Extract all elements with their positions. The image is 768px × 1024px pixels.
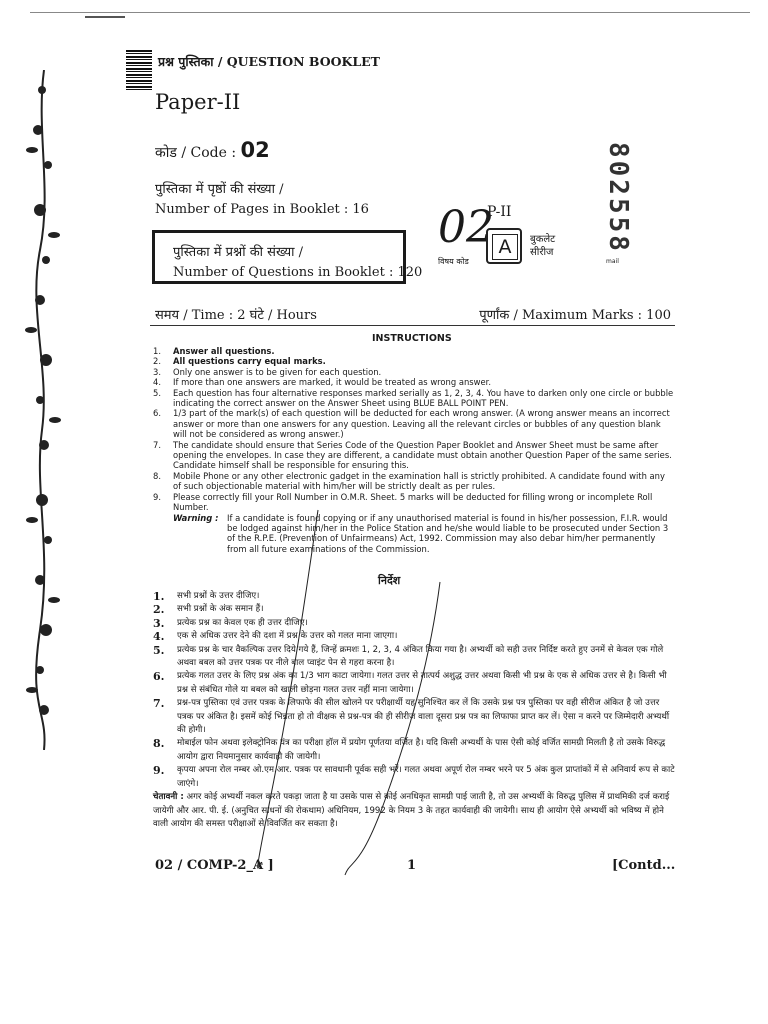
hindi-warning-text: अगर कोई अभ्यर्थी नकल करते पकड़ा जाता है या उसके पास से कोई अनधिकृत सामग्री पाई जाती है, तो उस अभ्यर्थी के विरुद्ध पुलिस में प्राथमिकी दर्ज कराई जायेगी और आर. पी. ई. (अनुचित साधनों की रोकथाम) अधिनियम, 1992 के नियम 3 के तहत कार्यवाही की जायेगी। साथ ही आयोग ऐसे अभ्यर्थी को भविष्य में होने वाली आयोग की समस्त परीक्षाओं से विवर्जित कर सकता है। (153, 792, 670, 829)
pages-label-hindi: पुस्तिका में पृष्ठों की संख्या / (155, 182, 284, 197)
series-label-line1: बुकलेट (530, 234, 556, 245)
instruction-item: 7. The candidate should ensure that Series Code of the Question Paper Booklet and Answer Sheet must be same after opening the envelopes. In case they are different, a candidate must obtain another Question Paper of the same series. Candidate himself shall be responsible for ensuring this. (153, 439, 672, 471)
footer-page-number: 1 (407, 858, 417, 873)
hindi-instructions-title: निर्देश (378, 574, 401, 587)
warning-text: If a candidate is found copying or if any unauthorised material is found in his/her possession, F.I.R. would be lodged against him/her in the Police Station and he/she would liable to be prosecuted under Section 3 of the R.P.E. (Prevention of Unfairmeans) Act, 1992. Commission may also debar him/her permanently from all future examinations of the Commission. (227, 512, 669, 554)
floral-border-decoration (22, 70, 62, 750)
instruction-item: 4. If more than one answers are marked, it would be treated as wrong answer. (153, 377, 491, 388)
instruction-item: 8. Mobile Phone or any other electronic gadget in the examination hall is strictly prohibited. A candidate found with any of such objectionable material with him/her will be strictly dealt as per rules. (153, 470, 665, 492)
series-box (486, 228, 522, 264)
serial-small-text: mail (606, 258, 619, 265)
series-label (530, 233, 555, 259)
series-label-line2: सीरीज (530, 247, 554, 258)
instruction-item: 5. Each question has four alternative responses marked serially as 1, 2, 3, 4. You have to darken only one circle or bubble indicating the correct answer on the Answer Sheet using BLUE BALL POINT PEN. (153, 387, 674, 409)
hindi-item: 8. मोबाईल फोन अथवा इलेक्ट्रोनिक यंत्र का परीक्षा हॉल में प्रयोग पूर्णतया वर्जित है। यदि किसी अभ्यर्थी के पास ऐसी कोई वर्जित सामग्री मिलती है तो उसके विरुद्ध आयोग द्वारा नियमानुसार कार्यवाही की जायेगी। (153, 737, 666, 762)
pages-count (155, 180, 369, 220)
hindi-instructions-list (153, 590, 675, 831)
instruction-item: 2. All questions carry equal marks. (153, 356, 326, 367)
warning-label: Warning : (173, 512, 219, 523)
footer-contd: [Contd... (612, 858, 676, 873)
questions-count-box (152, 230, 423, 284)
hindi-item: 9. कृपया अपना रोल नम्बर ओ.एम.आर. पत्रक पर सावधानी पूर्वक सही भरें। गलत अथवा अपूर्ण रोल नम्बर भरने पर 5 अंक कुल प्राप्तांकों में से अनिवार्य रूप से काटे जाएंगे। (153, 764, 675, 789)
subject-code-label: विषय कोड (438, 257, 469, 266)
footer-code: 02 / COMP-2_A ] (155, 858, 274, 873)
hindi-item: 2. सभी प्रश्नों के अंक समान हैं। (153, 603, 264, 617)
hindi-warning-label: चेतावनी : (153, 792, 184, 803)
hindi-item: 4. एक से अधिक उत्तर देने की दशा में प्रश्न के उत्तर को गलत माना जाएगा। (153, 630, 398, 644)
serial-number: 802558 (603, 142, 633, 254)
code-value: 02 (240, 138, 270, 162)
paper-mark: P-II (487, 204, 512, 220)
top-rule (30, 12, 750, 13)
pages-label-english: Number of Pages in Booklet : 16 (155, 202, 369, 217)
hindi-warning (153, 791, 675, 831)
series-letter: A (492, 234, 518, 260)
instructions-title: INSTRUCTIONS (372, 333, 452, 344)
top-mark (85, 16, 125, 18)
code-label: कोड / Code : (155, 145, 237, 161)
questions-label-english: Number of Questions in Booklet : 120 (173, 265, 423, 280)
paper-title: Paper-II (155, 90, 241, 114)
serial-number-stamp (603, 142, 633, 262)
hindi-item: 3. प्रत्येक प्रश्न का केवल एक ही उत्तर दीजिए। (153, 616, 308, 630)
time-line: समय / Time : 2 घंटे / Hours (155, 308, 317, 323)
questions-label-hindi: पुस्तिका में प्रश्नों की संख्या / (173, 245, 303, 260)
instructions-list (153, 346, 675, 554)
booklet-label: प्रश्न पुस्तिका / QUESTION BOOKLET (158, 54, 380, 69)
subject-code: 02 (438, 202, 494, 253)
hindi-item: 5. प्रत्येक प्रश्न के चार वैकल्पिक उत्तर दिये गये हैं, जिन्हें क्रमशः 1, 2, 3, 4 अंकित किया गया है। अभ्यर्थी को सही उत्तर निर्दिष्ट करते हुए उनमें से केवल एक गोले अथवा बबल को उत्तर पत्रक पर नीले बाल प्वाइंट पेन से गहरा करना है। (153, 643, 664, 669)
header-divider (150, 325, 675, 326)
max-marks: पूर्णांक / Maximum Marks : 100 (479, 308, 671, 323)
instruction-item: 6. 1/3 part of the mark(s) of each question will be deducted for each wrong answer. (A wrong answer means an incorrect answer or more than one answers for any question. Leaving all the relevant circles or bubbles of any question blank will not be considered as wrong answer.) (153, 408, 670, 440)
instruction-item: 3. Only one answer is to be given for each question. (153, 366, 382, 377)
instruction-item: 1. Answer all questions. (153, 346, 275, 356)
hindi-item: 6. प्रत्येक गलत उत्तर के लिए प्रश्न अंक का 1/3 भाग काटा जायेगा। गलत उत्तर से तात्पर्य अशुद्ध उत्तर अथवा किसी भी प्रश्न के एक से अधिक उत्तर से है। किसी भी प्रश्न से संबंधित गोले या बबल को खाली छोड़ना गलत उत्तर नहीं माना जायेगा। (153, 670, 667, 695)
hindi-item: 1. सभी प्रश्नों के उत्तर दीजिए। (153, 590, 260, 603)
warning-item (153, 513, 675, 555)
code-line (155, 138, 270, 162)
hindi-item: 7. प्रश्न-पत्र पुस्तिका एवं उत्तर पत्रक के लिफाफे की सील खोलने पर परीक्षार्थी यह सुनिश्चित कर लें कि उसके प्रश्न पत्र पुस्तिका पर वही सीरीज अंकित है जो उत्तर पत्रक पर अंकित है। इसमें कोई भिन्नता हो तो वीक्षक से प्रश्न-पत्र की ही सीरीज वाला दूसरा प्रश्न पत्र का लिफाफा प्राप्त कर लें। ऐसा न करने पर जिम्मेदारी अभ्यर्थी की होगी। (153, 697, 670, 736)
instruction-item: 9. Please correctly fill your Roll Number in O.M.R. Sheet. 5 marks will be deducted for filling wrong or incomplete Roll Number. (153, 491, 653, 513)
barcode (126, 50, 152, 92)
